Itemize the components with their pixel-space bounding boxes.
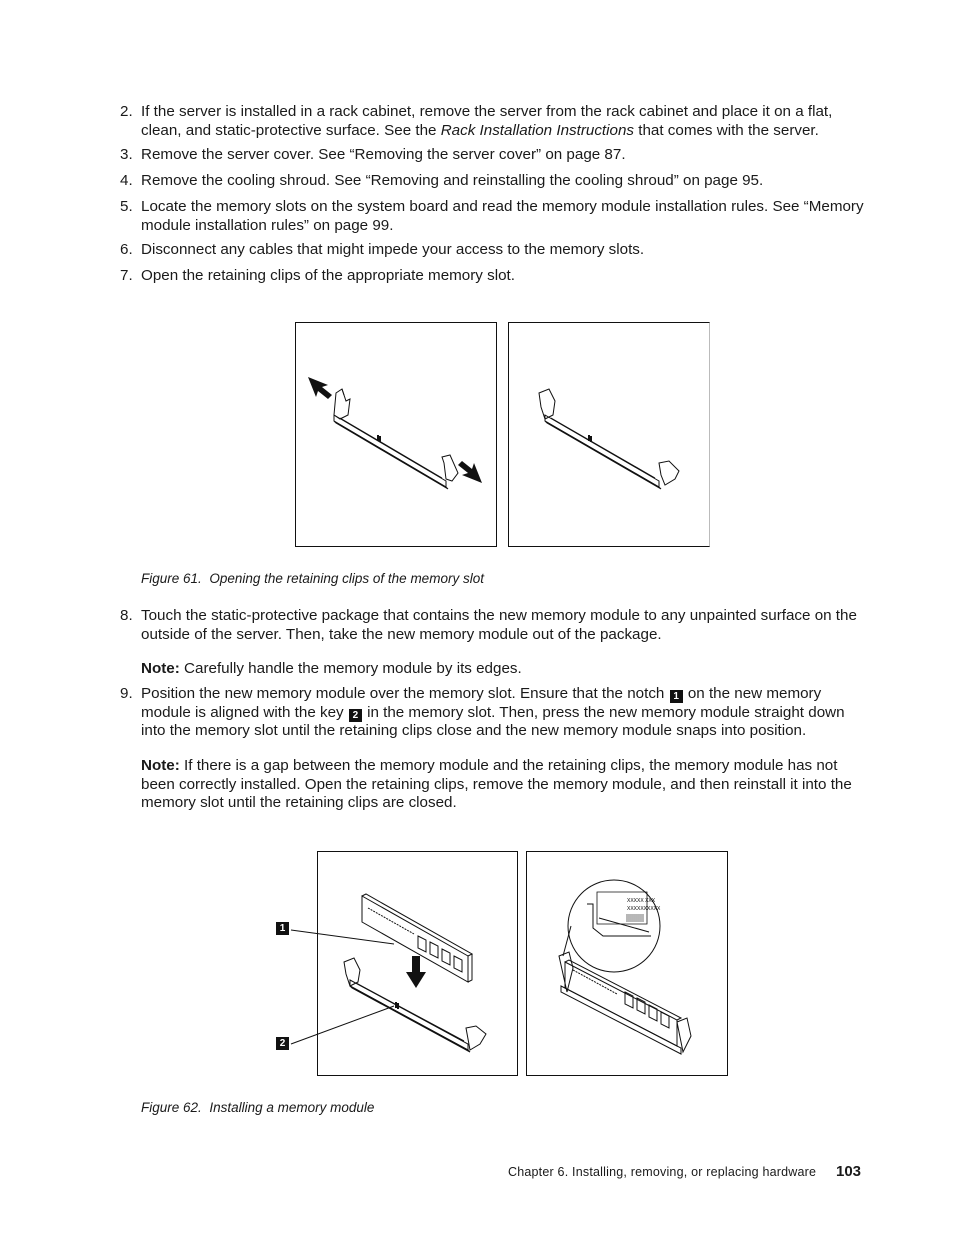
step-text: Remove the server cover. See “Removing the server cover” on page 87. xyxy=(141,146,626,163)
note-text: Carefully handle the memory module by its edges. xyxy=(179,660,522,677)
note-label: Note: xyxy=(141,660,180,677)
callout-1: 1 xyxy=(670,690,683,703)
figure-61-panel-closed xyxy=(508,322,710,547)
figure-62-callout-2: 2 xyxy=(276,1037,289,1050)
step-text: Locate the memory slots on the system board and read the memory module installation rules. See “Memory module installation rules” on page 99. xyxy=(141,198,864,234)
step-text: Remove the cooling shroud. See “Removing and reinstalling the cooling shroud” on page 95. xyxy=(141,172,764,189)
figure-caption-text: Installing a memory module xyxy=(209,1100,375,1115)
page-number: 103 xyxy=(836,1163,862,1180)
step-text: If the server is installed in a rack cabinet, remove the server from the rack cabinet and place it on a flat, clean, and static-protective surface. See the xyxy=(141,103,833,139)
step-number: 7. xyxy=(120,267,133,284)
step-6 xyxy=(120,241,865,260)
step-3 xyxy=(120,146,865,165)
note-gap xyxy=(141,757,866,813)
step-text: Position the new memory module over the memory slot. Ensure that the notch xyxy=(141,685,669,702)
step-8 xyxy=(120,607,865,644)
step-text: Disconnect any cables that might impede your access to the memory slots. xyxy=(141,241,645,258)
step-text: on the new memory module is aligned with the key xyxy=(141,685,822,721)
figure-caption-text: Opening the retaining clips of the memory slot xyxy=(209,571,484,586)
figure-62-panel-insert xyxy=(317,851,518,1076)
step-number: 3. xyxy=(120,146,133,163)
step-number: 4. xyxy=(120,172,133,189)
step-number: 2. xyxy=(120,103,133,120)
figure-62-panel-installed xyxy=(526,851,728,1076)
step-4 xyxy=(120,172,865,191)
step-number: 9. xyxy=(120,685,133,702)
step-text: in the memory slot. Then, press the new memory module straight down into the memory slot until the retaining clips close and the new memory module snaps into position. xyxy=(141,703,845,739)
note-label: Note: xyxy=(141,757,180,774)
step-number: 8. xyxy=(120,607,133,624)
figure-label: Figure 62. xyxy=(141,1100,202,1115)
note-handle-module xyxy=(141,660,866,679)
step-number: 6. xyxy=(120,241,133,258)
step-5 xyxy=(120,198,865,235)
figure-61-caption xyxy=(141,571,484,586)
step-text: Touch the static-protective package that contains the new memory module to any unpainted surface on the outside of the server. Then, take the new memory module out of the package. xyxy=(141,607,857,643)
step-text: that comes with the server. xyxy=(634,121,819,139)
note-text: If there is a gap between the memory module and the retaining clips, the memory module has not been correctly installed. Open the retaining clips, remove the memory module, and then reinstall it into the memory slot until the retaining clips are closed. xyxy=(141,757,852,811)
figure-62-caption xyxy=(141,1100,374,1115)
step-9 xyxy=(120,685,865,741)
doc-reference: Rack Installation Instructions xyxy=(440,121,635,139)
step-number: 5. xyxy=(120,198,133,215)
step-text: Open the retaining clips of the appropriate memory slot. xyxy=(141,267,515,284)
step-7 xyxy=(120,267,865,286)
figure-label: Figure 61. xyxy=(141,571,202,586)
figure-62-callout-1: 1 xyxy=(276,922,289,935)
callout-2: 2 xyxy=(349,709,362,722)
footer-chapter: Chapter 6. Installing, removing, or replacing hardware xyxy=(508,1165,817,1179)
module-label-line-2: XXXXXXXXXX xyxy=(627,906,661,912)
module-label-line-1: XXXXX XXX xyxy=(627,898,656,904)
figure-61-panel-open xyxy=(295,322,497,547)
step-2 xyxy=(120,103,865,140)
